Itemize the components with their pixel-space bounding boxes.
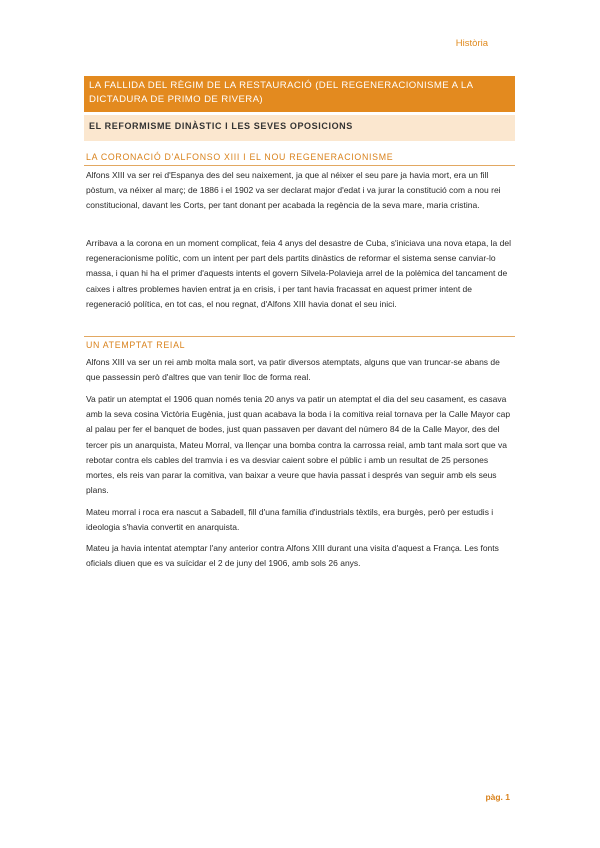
paragraph: Mateu morral i roca era nascut a Sabadell, fill d'una família d'industrials tèxtils, era burgès, però per estudis i ideologia s'havia convertit en anarquista.: [86, 507, 494, 533]
document-title: LA FALLIDA DEL RÈGIM DE LA RESTAURACIÓ (DEL REGENERACIONISME A LA DICTADURA DE PRIMO DE RIVERA): [84, 76, 515, 112]
paragraph: Mateu ja havia intentat atemptar l'any anterior contra Alfons XIII durant una visita d'aquest a França. Les fonts oficials diuen que es va suïcidar el 2 de juny del 1906, amb sols 26 anys.: [86, 543, 499, 569]
header-section-label: Història: [455, 38, 488, 49]
section-divider: [84, 336, 515, 337]
paragraph: Arribava a la corona en un moment complicat, feia 4 anys del desastre de Cuba, s'iniciava una nova etapa, la del regeneracionisme polític, com un intent per part dels partits dinàstics de reformar el sistema sense canviar-lo massa, i quan hi ha el primer d'aquests intents el govern Silvela-Polavieja arrel de la polèmica del tancament de caixes i altres problemes havien entrat ja en crisis, i per tant havia fracassat en aquest primer intent de regeneració política, en tot cas, el nou regnat, d'Alfons XIII havia donat el seu inici.: [86, 238, 511, 309]
document-subtitle: EL REFORMISME DINÀSTIC I LES SEVES OPOSICIONS: [84, 115, 515, 141]
paragraph: Va patir un atemptat el 1906 quan només tenia 20 anys va patir un atemptat el dia del seu casament, es casava amb la seva cosina Victòria Eugènia, just quan acabava la boda i la comitiva reial tornava per la Calle Mayor cap al palau per fer el banquet de bodes, just quan passaven per davant del número 84 de la Calle Mayor, des del tercer pis un anarquista, Mateu Morral, va llençar una bomba contra la carrossa reial, amb tant mala sort que va rebotar contra els cables del tramvia i es va desviar caient sobre el públic i amb un resultat de 25 persones mortes, els reis van parar la comitiva, van baixar a veure que havia passat i després van seguir amb els seus plans.: [86, 394, 511, 496]
section-heading-coronacio: LA CORONACIÓ D'ALFONSO XIII I EL NOU REGENERACIONISME: [86, 152, 394, 162]
section-divider: [84, 165, 515, 166]
page-number: pàg. 1: [485, 792, 510, 802]
paragraph: Alfons XIII va ser rei d'Espanya des del seu naixement, ja que al néixer el seu pare ja havia mort, era un fill pòstum, va néixer al març; de 1886 i el 1902 va ser declarat major d'edat i va jurar la constitució com a nou rei constitucional, davant les Corts, per tant donant per acabada la regència de la seva mare, maria cristina.: [86, 170, 501, 211]
section-heading-atemptat: UN ATEMPTAT REIAL: [86, 340, 186, 350]
paragraph: Alfons XIII va ser un rei amb molta mala sort, va patir diversos atemptats, alguns que van truncar-se abans de que passessin però d'altres que van tenir lloc de forma real.: [86, 357, 500, 383]
